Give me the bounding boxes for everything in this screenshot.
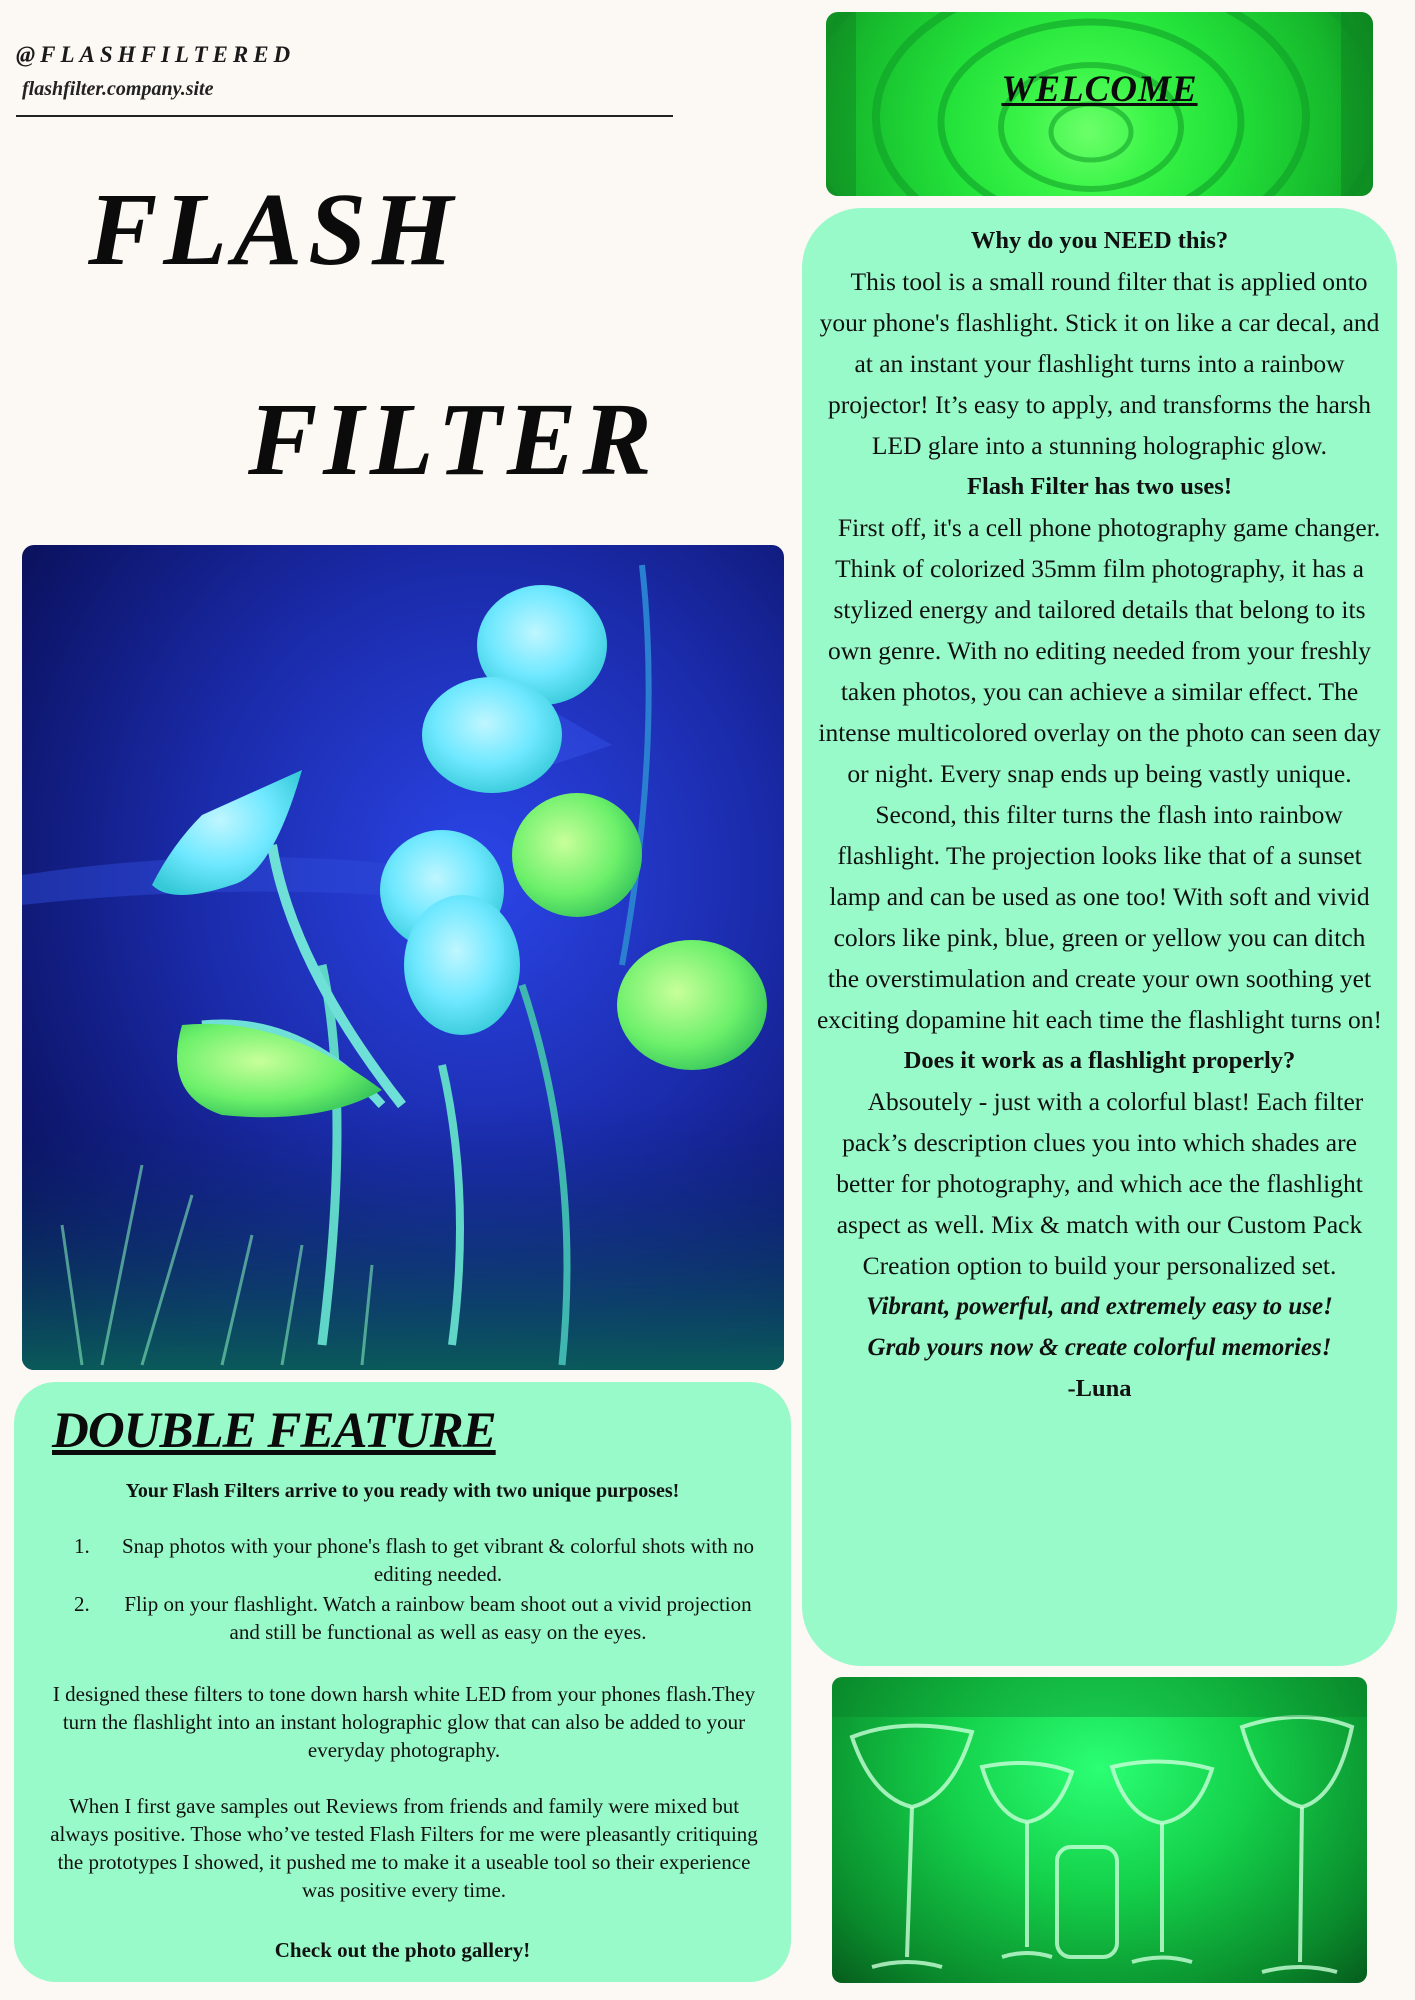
welcome-banner [826, 12, 1373, 196]
double-feature-title: DOUBLE FEATURE [52, 1403, 496, 1459]
section-heading: Flash Filter has two uses! [967, 473, 1232, 500]
purpose-list [74, 1532, 764, 1648]
double-feature-panel [14, 1382, 791, 1982]
section-heading: Why do you NEED this? [970, 227, 1229, 254]
list-item [74, 1532, 764, 1588]
tagline: Vibrant, powerful, and extremely easy to use! [866, 1293, 1333, 1320]
double-feature-intro: Your Flash Filters arrive to you ready with two unique purposes! [125, 1480, 680, 1502]
list-item [74, 1590, 764, 1646]
section-heading: Does it work as a flashlight properly? [903, 1047, 1296, 1074]
flashlight-paragraph: Second, this filter turns the flash into rainbow flashlight. The projection looks like that of a sunset lamp and can be used as one too! With soft and vivid colors like pink, blue, green or yellow you can ditch the overstimulation and create your own soothing yet exciting dopamine hit each time the flashlight turns on! [816, 800, 1383, 1034]
welcome-heading: WELCOME [1001, 69, 1198, 110]
title-line-2: FILTER [248, 382, 658, 497]
sprouts-photo [22, 545, 784, 1370]
main-info-card [802, 208, 1397, 1666]
website-link[interactable]: flashfilter.company.site [22, 78, 214, 100]
list-number: 1. [74, 1534, 90, 1558]
gallery-cta[interactable]: Check out the photo gallery! [274, 1938, 531, 1962]
list-text: Flip on your flashlight. Watch a rainbow beam shoot out a vivid projection and still be functional as well as easy on the eyes. [124, 1592, 752, 1644]
glasses-photo [832, 1677, 1367, 1983]
design-paragraph: I designed these filters to tone down harsh white LED from your phones flash.They turn the flashlight into an instant holographic glow that can also be added to your everyday photography. [52, 1682, 756, 1762]
answer-paragraph: Absoutely - just with a colorful blast! Each filter pack’s description clues you into which shades are better for photography, and which ace the flashlight aspect as well. Mix & match with our Custom Pack Creation option to build your personalized set. [836, 1087, 1364, 1280]
instagram-handle: @FLASHFILTERED [16, 42, 296, 67]
photography-paragraph: First off, it's a cell phone photography game changer. Think of colorized 35mm film photography, it has a stylized energy and tailored details that belong to its own genre. With no editing needed from your freshly taken photos, you can achieve a similar effect. The intense multicolored overlay on the photo can seen day or night. Every snap ends up being vastly unique. [818, 513, 1381, 788]
title-line-1: FLASH [88, 172, 459, 287]
author-signature: -Luna [1067, 1375, 1132, 1402]
intro-paragraph: This tool is a small round filter that is applied onto your phone's flashlight. Stick it on like a car decal, and at an instant your flashlight turns into a rainbow projector! It’s easy to apply, and transforms the harsh LED glare into a stunning holographic glow. [819, 267, 1380, 460]
header-divider [16, 115, 673, 117]
tagline: Grab yours now & create colorful memories! [867, 1334, 1332, 1361]
list-text: Snap photos with your phone's flash to get vibrant & colorful shots with no editing needed. [122, 1534, 754, 1586]
list-number: 2. [74, 1592, 90, 1616]
reviews-paragraph: When I first gave samples out Reviews from friends and family were mixed but always positive. Those who’ve tested Flash Filters for me were pleasantly critiquing the prototypes I showed, it pushed me to make it a useable tool so their experience was positive every time. [50, 1794, 758, 1902]
